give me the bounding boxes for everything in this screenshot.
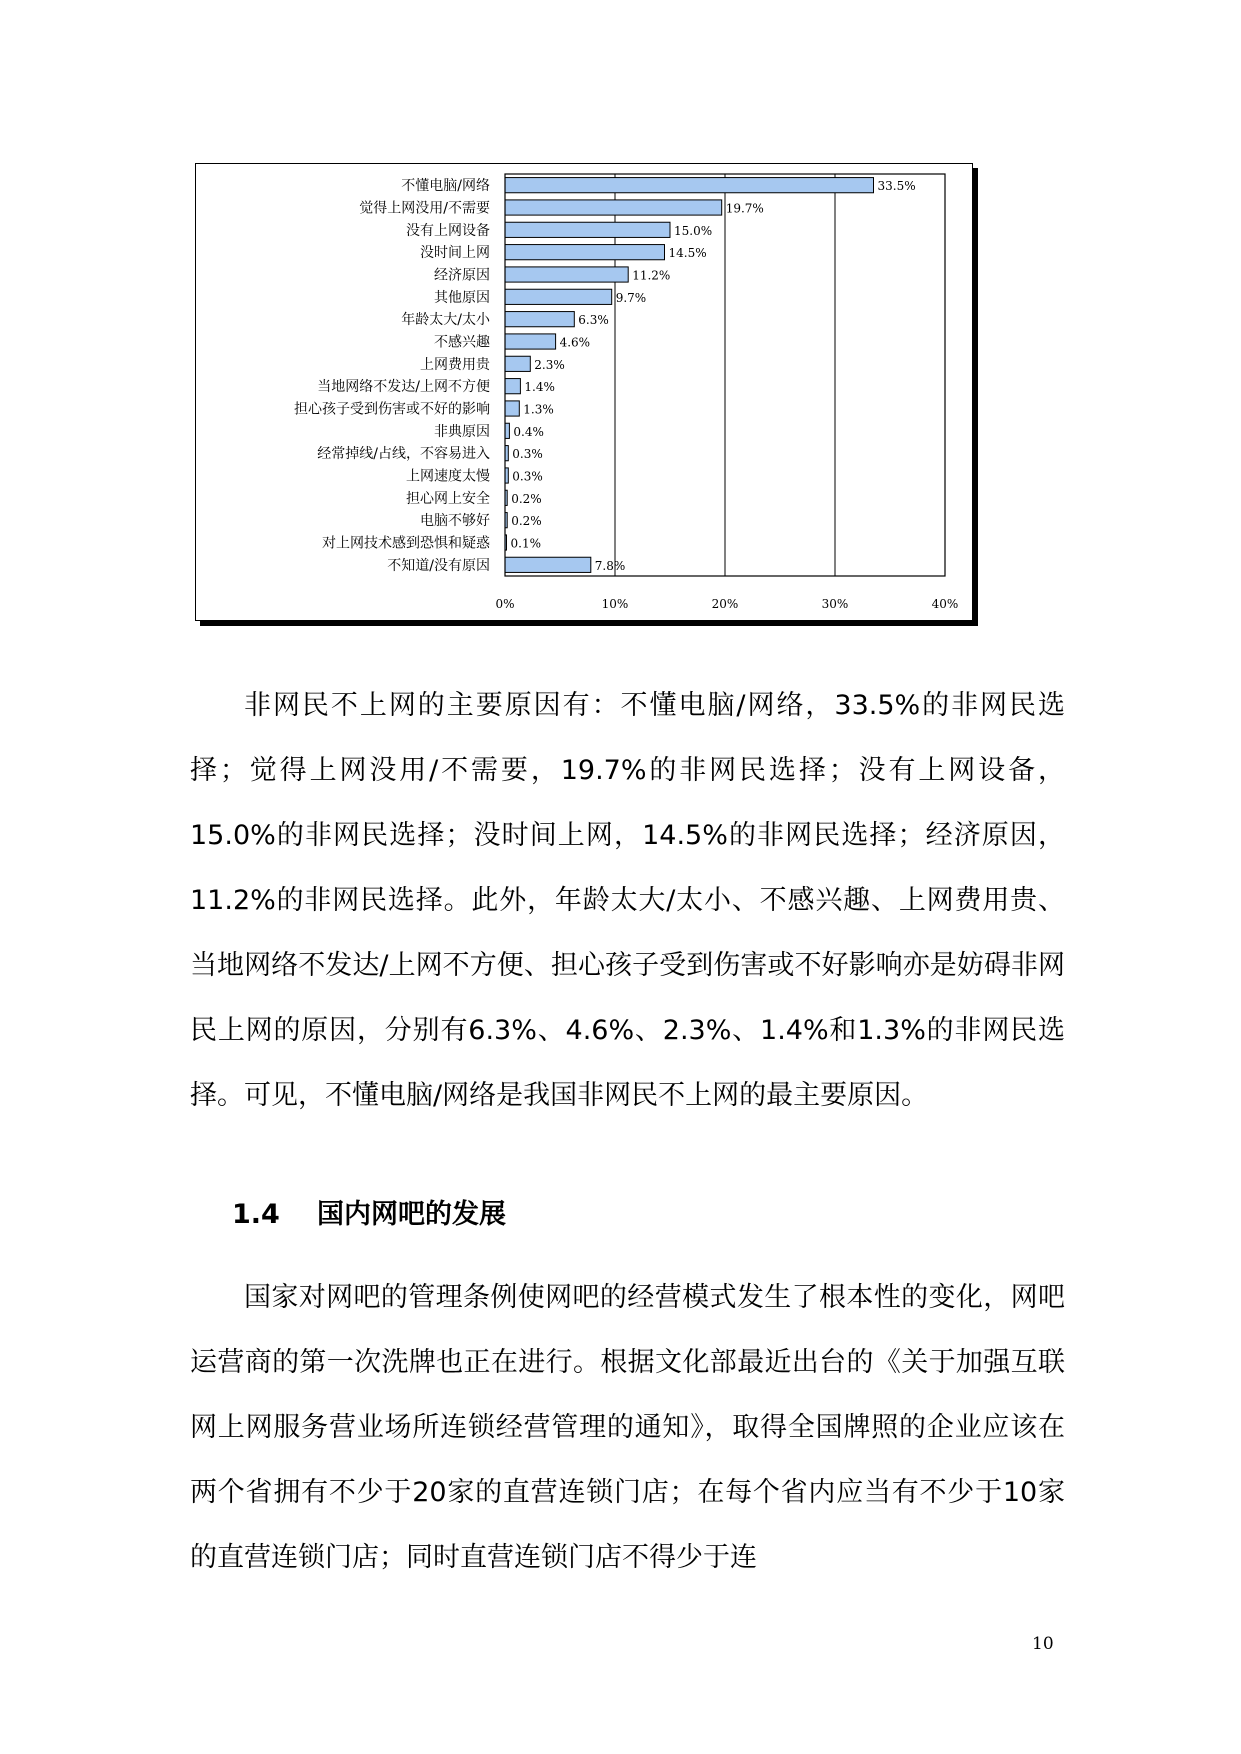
bar	[505, 312, 574, 327]
bar	[505, 200, 722, 215]
data-label: 4.6%	[559, 335, 591, 350]
bar	[505, 379, 520, 394]
bar	[505, 178, 874, 193]
x-tick-label: 30%	[821, 597, 849, 611]
page-number: 10	[1032, 1634, 1054, 1654]
x-tick-label: 20%	[711, 597, 739, 611]
data-label: 1.3%	[523, 402, 554, 417]
bar	[505, 356, 530, 371]
bar-chart	[196, 164, 972, 620]
data-label: 11.2%	[632, 268, 671, 283]
category-label: 不感兴趣	[434, 334, 490, 351]
category-label: 不知道/没有原因	[387, 557, 490, 574]
category-label: 当地网络不发达/上网不方便	[317, 379, 490, 396]
bar	[505, 334, 556, 349]
data-label: 1.4%	[524, 380, 555, 395]
chart-frame	[195, 163, 973, 621]
data-label: 33.5%	[877, 179, 916, 194]
bar	[505, 267, 628, 282]
section-number: 1.4	[232, 1199, 280, 1230]
data-label: 0.4%	[513, 424, 544, 439]
x-tick-label: 0%	[495, 597, 515, 611]
category-label: 上网费用贵	[420, 356, 490, 373]
category-label: 经济原因	[434, 267, 490, 284]
data-label: 14.5%	[668, 246, 707, 261]
bar	[505, 401, 519, 416]
category-label: 没有上网设备	[406, 222, 490, 239]
category-label: 年龄太大/太小	[401, 312, 490, 329]
data-label: 15.0%	[674, 223, 713, 238]
category-label: 电脑不够好	[420, 513, 490, 530]
data-label: 2.3%	[534, 357, 565, 372]
data-label: 19.7%	[725, 201, 764, 216]
data-label: 0.3%	[512, 447, 543, 462]
bar	[505, 222, 670, 237]
data-label: 9.7%	[615, 290, 647, 305]
category-label: 担心网上安全	[406, 490, 490, 507]
category-label: 经常掉线/占线，不容易进入	[317, 446, 490, 463]
bar	[505, 245, 665, 260]
bar	[505, 423, 509, 438]
data-label: 0.3%	[512, 469, 543, 484]
data-label: 0.1%	[510, 536, 541, 551]
category-label: 不懂电脑/网络	[401, 178, 490, 195]
category-label: 非典原因	[434, 423, 490, 440]
paragraph-nonnetizen-reasons: 非网民不上网的主要原因有：不懂电脑/网络，33.5%的非网民选择；觉得上网没用/不需要，19.7%的非网民选择；没有上网设备，15.0%的非网民选择；没时间上网，14.5%的非网民选择；经济原因，11.2%的非网民选择。此外，年龄太大/太小、不感兴趣、上网费用贵、当地网络不发达/上网不方便、担心孩子受到伤害或不好影响亦是妨碍非网民上网的原因，分别有6.3%、4.6%、2.3%、1.4%和1.3%的非网民选择。可见，不懂电脑/网络是我国非网民不上网的最主要原因。	[190, 690, 1065, 1111]
bar	[505, 557, 591, 572]
data-label: 7.8%	[594, 558, 626, 573]
data-label: 0.2%	[511, 491, 542, 506]
section-title: 国内网吧的发展	[317, 1199, 506, 1230]
data-label: 0.2%	[511, 514, 542, 529]
paragraph-netcafe-development: 国家对网吧的管理条例使网吧的经营模式发生了根本性的变化，网吧运营商的第一次洗牌也正在进行。根据文化部最近出台的《关于加强互联网上网服务营业场所连锁经营管理的通知》，取得全国牌照的企业应该在两个省拥有不少于20家的直营连锁门店；在每个省内应当有不少于10家的直营连锁门店；同时直营连锁门店不得少于连	[190, 1282, 1065, 1573]
category-label: 其他原因	[434, 289, 490, 306]
category-label: 没时间上网	[420, 245, 490, 262]
section-heading	[232, 1190, 506, 1240]
category-label: 担心孩子受到伤害或不好的影响	[294, 401, 490, 418]
bar	[505, 289, 612, 304]
x-tick-label: 40%	[931, 597, 959, 611]
category-label: 觉得上网没用/不需要	[359, 200, 490, 217]
data-label: 6.3%	[578, 313, 609, 328]
x-tick-label: 10%	[601, 597, 629, 611]
category-label: 对上网技术感到恐惧和疑惑	[322, 535, 490, 552]
category-label: 上网速度太慢	[406, 468, 490, 485]
